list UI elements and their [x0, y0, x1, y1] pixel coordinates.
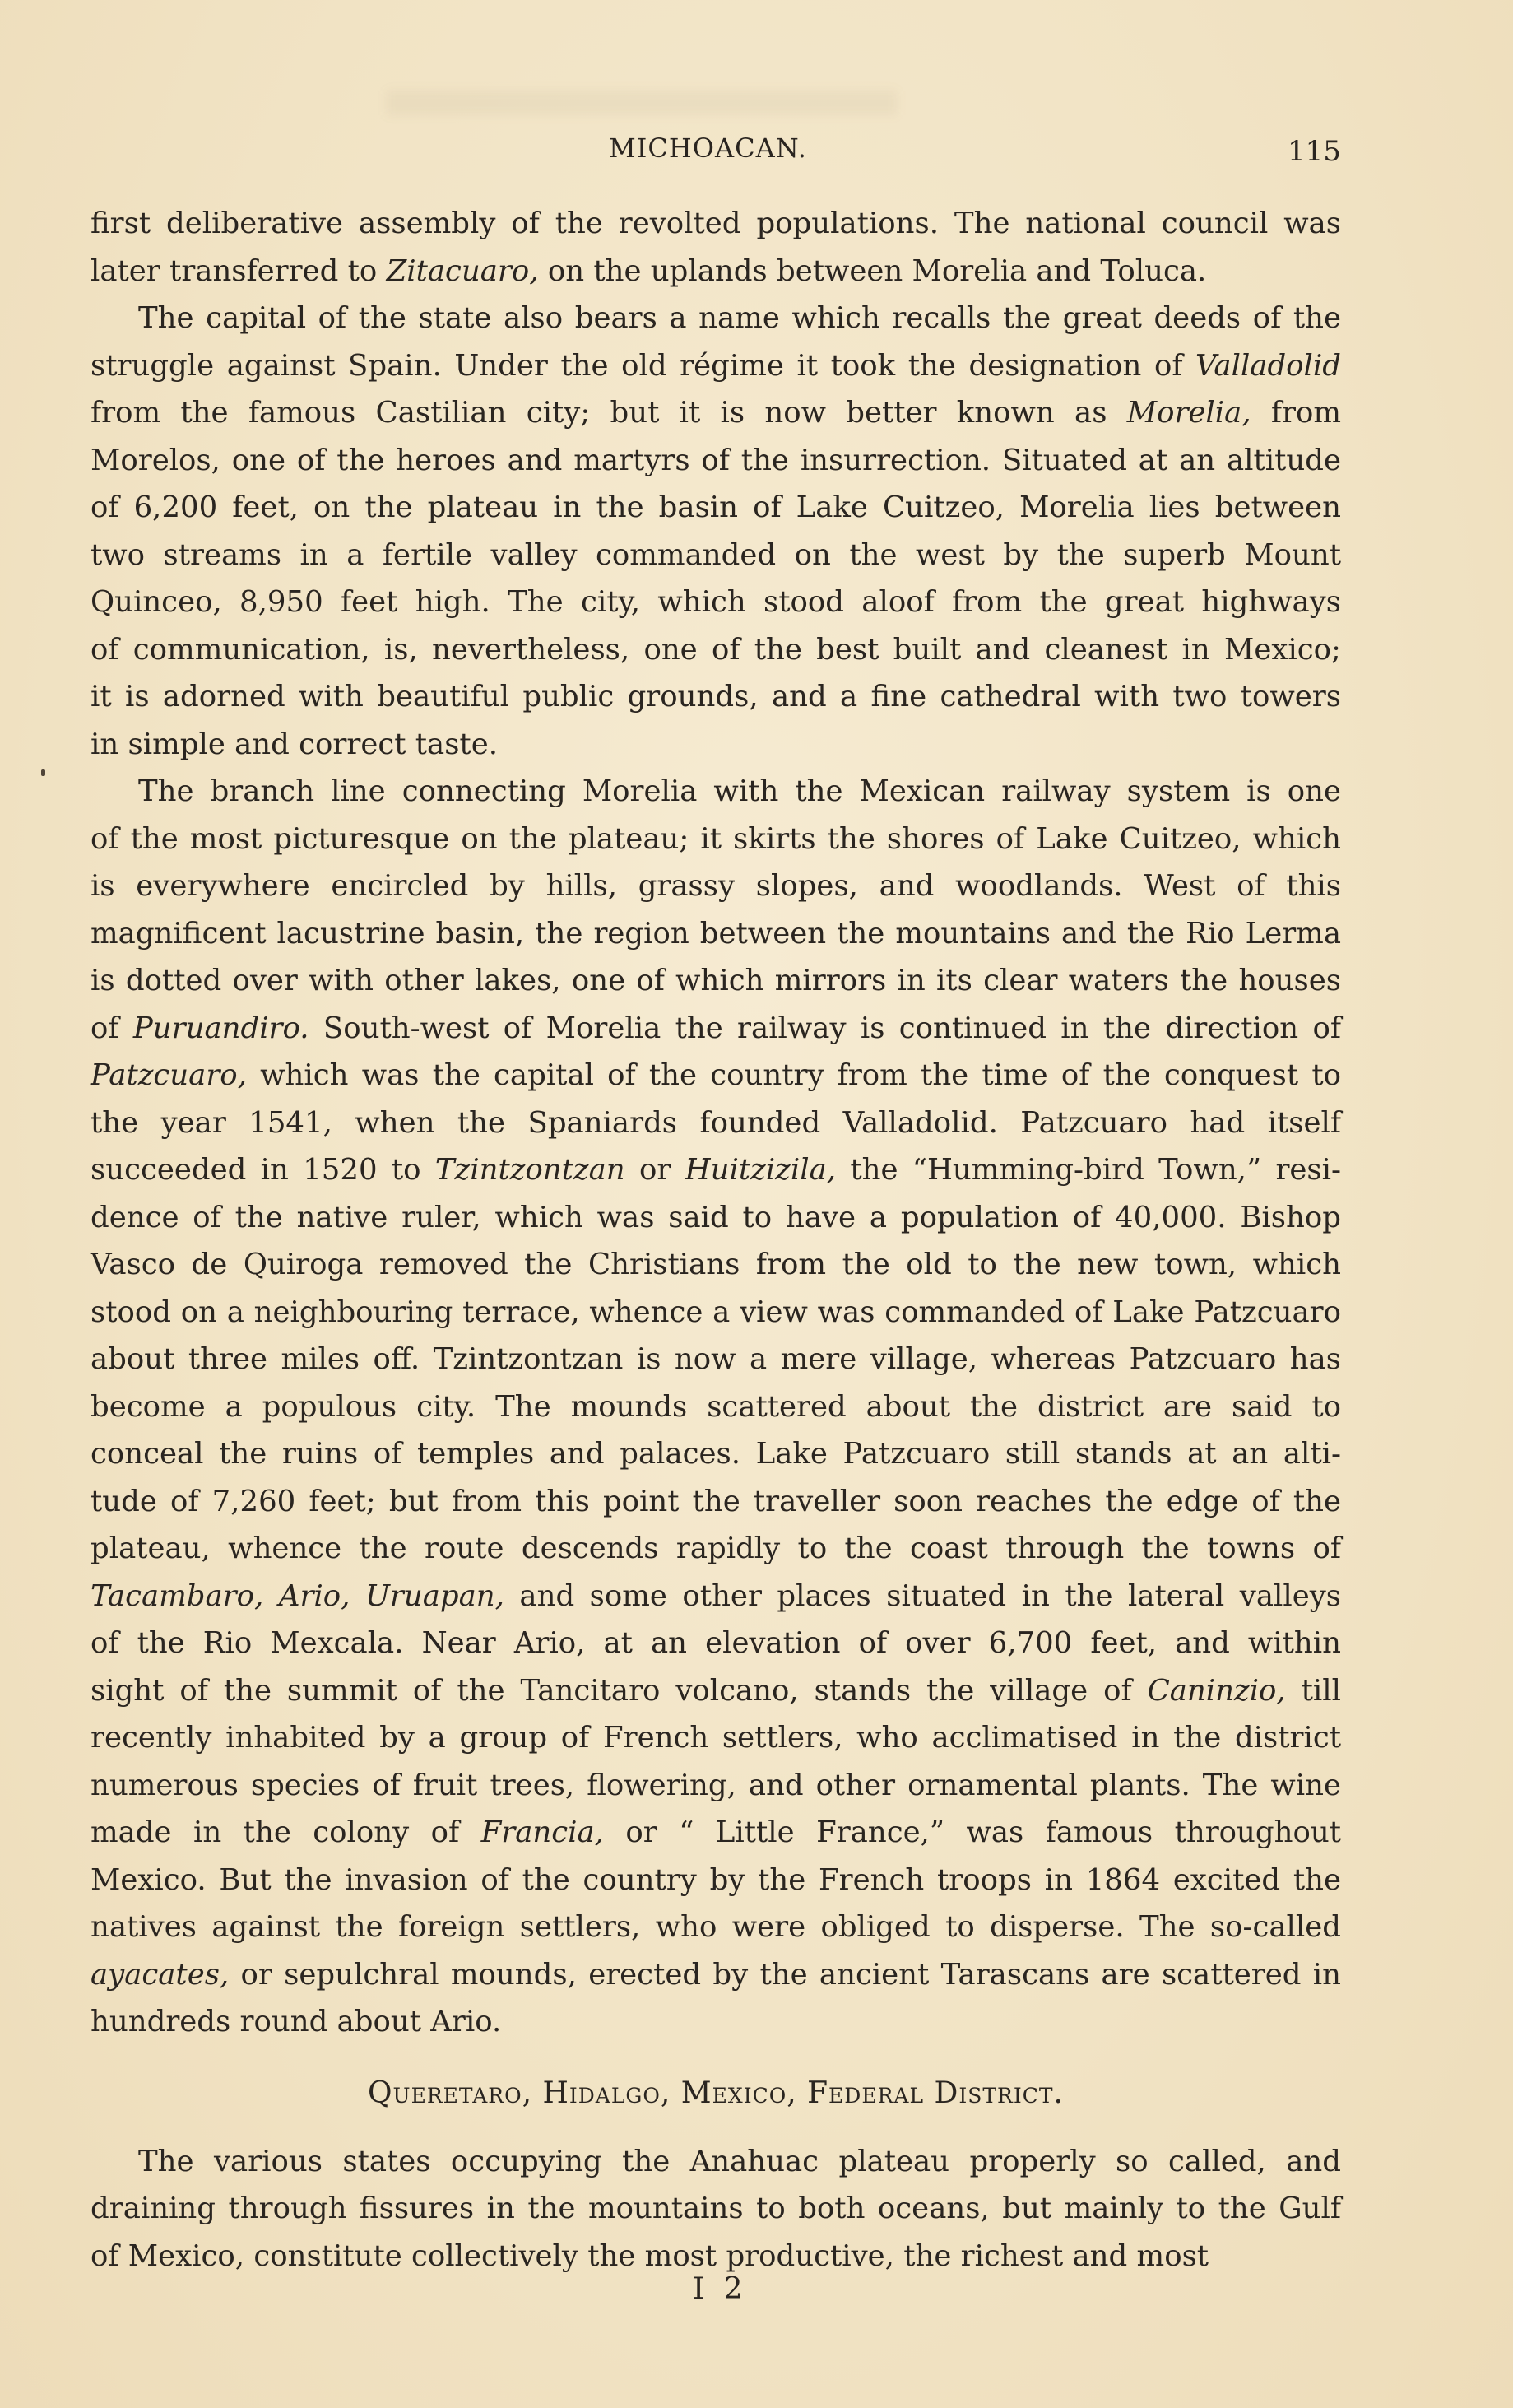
- text-run: Vasco de Quiroga removed the Christians from the old to the new town, which: [91, 1248, 1341, 1281]
- body-text: [91, 200, 1341, 2280]
- text-line: [91, 1573, 1341, 1620]
- text-run: or sepulchral mounds, erected by the ancient Tarascans are scattered in: [229, 1957, 1341, 1992]
- text-line: [91, 816, 1341, 863]
- text-run: first deliberative assembly of the revolted populations. The national council was: [91, 207, 1341, 240]
- text-line: [91, 200, 1341, 248]
- text-line: [91, 484, 1341, 532]
- italic-place-name: Caninzio,: [1147, 1673, 1286, 1708]
- text-line: [91, 1762, 1341, 1810]
- paragraph-group: [91, 200, 1341, 2046]
- text-run: or “ Little France,” was famous throughout: [603, 1815, 1341, 1849]
- text-line: [91, 1241, 1341, 1289]
- text-run: it is adorned with beautiful public grounds, and a fine cathedral with two towers: [91, 680, 1341, 714]
- text-run: The capital of the state also bears a name which recalls the great deeds of the: [138, 301, 1341, 335]
- text-line: [91, 1620, 1341, 1667]
- italic-place-name: Valladolid: [1195, 348, 1341, 383]
- text-run: two streams in a fertile valley commanded on the west by the superb Mount: [91, 537, 1341, 572]
- text-run: Morelos, one of the heroes and martyrs of the insurrection. Situated at an altitude: [91, 443, 1341, 477]
- text-run: is dotted over with other lakes, one of which mirrors in its clear waters the houses: [91, 964, 1341, 997]
- text-line: [91, 862, 1341, 910]
- text-run: on the uplands between Morelia and Toluca.: [538, 253, 1207, 288]
- italic-place-name: Tzintzontzan: [434, 1153, 625, 1187]
- text-run: of 6,200 feet, on the plateau in the basin of Lake Cuitzeo, Morelia lies between: [91, 490, 1341, 524]
- text-run: the year 1541, when the Spaniards founded Valladolid. Patzcuaro had itself: [91, 1105, 1341, 1140]
- italic-place-name: Morelia,: [1126, 396, 1251, 430]
- text-run: made in the colony of: [91, 1815, 481, 1849]
- text-run: of the Rio Mexcala. Near Ario, at an elevation of over 6,700 feet, and within: [91, 1626, 1341, 1660]
- text-line: [91, 248, 1341, 295]
- text-line: [91, 1998, 1341, 2046]
- italic-place-name: ayacates,: [91, 1957, 230, 1992]
- text-run: magnificent lacustrine basin, the region between the mountains and the Rio Lerma: [91, 916, 1341, 951]
- text-run: dence of the native ruler, which was said to have a population of 40,000. Bishop: [91, 1200, 1341, 1234]
- text-run: recently inhabited by a group of French settlers, who acclimatised in the district: [91, 1721, 1341, 1755]
- final-paragraph: [91, 2138, 1341, 2280]
- text-line: [91, 1146, 1341, 1194]
- text-line: [91, 579, 1341, 626]
- italic-place-name: Francia,: [480, 1815, 604, 1849]
- text-run: South-west of Morelia the railway is continued in the direction of: [309, 1011, 1342, 1045]
- text-line: [91, 2185, 1341, 2233]
- text-run: sight of the summit of the Tancitaro volcano, stands the village of: [91, 1673, 1148, 1708]
- text-line: [91, 342, 1341, 390]
- text-run: from the famous Castilian city; but it is now better known as: [91, 396, 1127, 430]
- text-line: [91, 957, 1341, 1005]
- text-line: [91, 1951, 1341, 1999]
- text-run: or: [624, 1153, 685, 1187]
- text-run: hundreds round about Ario.: [91, 2005, 502, 2038]
- text-line: [91, 1478, 1341, 1526]
- text-run: numerous species of fruit trees, flowering, and other ornamental plants. The wine: [91, 1768, 1341, 1802]
- text-run: till: [1285, 1673, 1341, 1708]
- running-title: MICHOACAN.: [609, 132, 807, 164]
- signature-mark: I 2: [693, 2272, 748, 2306]
- text-line: [91, 1857, 1341, 1904]
- text-line: [91, 1904, 1341, 1951]
- paragraph: [91, 295, 1341, 768]
- text-line: [91, 295, 1341, 342]
- italic-place-name: Tacambaro, Ario, Uruapan,: [91, 1578, 504, 1613]
- text-run: conceal the ruins of temples and palaces. Lake Patzcuaro still stands at an alti-: [91, 1437, 1341, 1471]
- text-line: [91, 1809, 1341, 1857]
- margin-ink-mark: [41, 769, 45, 776]
- text-line: [91, 1289, 1341, 1336]
- text-line: [91, 721, 1341, 769]
- italic-place-name: Patzcuaro,: [91, 1058, 247, 1092]
- text-line: [91, 2138, 1341, 2186]
- text-line: [91, 1005, 1341, 1053]
- italic-place-name: Huitzizila,: [685, 1153, 837, 1187]
- text-run: later transferred to: [91, 253, 387, 288]
- text-run: struggle against Spain. Under the old régime it took the designation of: [91, 348, 1196, 383]
- text-line: [91, 1714, 1341, 1762]
- text-run: about three miles off. Tzintzontzan is now a mere village, whereas Patzcuaro has: [91, 1342, 1341, 1376]
- italic-place-name: Puruandiro.: [132, 1011, 309, 1045]
- text-line: [91, 1430, 1341, 1478]
- text-line: [91, 1525, 1341, 1573]
- text-run: Quinceo, 8,950 feet high. The city, which stood aloof from the great highways: [91, 585, 1341, 619]
- text-run: The branch line connecting Morelia with the Mexican railway system is one: [138, 774, 1341, 808]
- final-paragraph-container: [91, 2138, 1341, 2280]
- text-run: succeeded in 1520 to: [91, 1153, 435, 1187]
- section-heading: Queretaro, Hidalgo, Mexico, Federal District.: [367, 2076, 1065, 2110]
- text-run: and some other places situated in the lateral valleys: [504, 1578, 1341, 1613]
- text-run: Mexico. But the invasion of the country by the French troops in 1864 excited the: [91, 1862, 1341, 1897]
- text-run: become a populous city. The mounds scattered about the district are said to: [91, 1389, 1341, 1424]
- text-run: The various states occupying the Anahuac plateau properly so called, and: [138, 2144, 1341, 2178]
- text-run: natives against the foreign settlers, who were obliged to disperse. The so-called: [91, 1910, 1341, 1944]
- text-run: plateau, whence the route descends rapidly to the coast through the towns of: [91, 1532, 1341, 1565]
- text-run: stood on a neighbouring terrace, whence a view was commanded of Lake Patzcuaro: [91, 1295, 1341, 1329]
- text-line: [91, 910, 1341, 958]
- text-line: [91, 437, 1341, 485]
- text-run: which was the capital of the country from the time of the conquest to: [246, 1058, 1341, 1092]
- text-line: [91, 626, 1341, 674]
- text-run: is everywhere encircled by hills, grassy slopes, and woodlands. West of this: [91, 869, 1341, 903]
- text-run: of Mexico, constitute collectively the most productive, the richest and most: [91, 2238, 1209, 2273]
- text-run: from: [1251, 396, 1341, 430]
- text-line: [91, 1383, 1341, 1431]
- text-run: in simple and correct taste.: [91, 727, 498, 761]
- paragraph: [91, 768, 1341, 2046]
- text-line: [91, 1194, 1341, 1242]
- paragraph: [91, 200, 1341, 295]
- text-line: [91, 389, 1341, 437]
- text-line: [91, 1052, 1341, 1099]
- text-run: of the most picturesque on the plateau; it skirts the shores of Lake Cuitzeo, which: [91, 821, 1341, 856]
- text-line: [91, 1336, 1341, 1383]
- text-line: [91, 1099, 1341, 1147]
- italic-place-name: Zitacuaro,: [386, 253, 539, 288]
- text-line: [91, 673, 1341, 721]
- text-run: of: [91, 1011, 133, 1045]
- text-line: [91, 1667, 1341, 1715]
- show-through-smudge: [387, 91, 897, 115]
- page-number: 115: [1288, 135, 1341, 168]
- text-run: of communication, is, nevertheless, one of the best built and cleanest in Mexico;: [91, 632, 1341, 667]
- text-line: [91, 768, 1341, 816]
- text-run: the “Humming-bird Town,” resi-: [836, 1153, 1341, 1187]
- text-line: [91, 532, 1341, 579]
- text-run: draining through fissures in the mountains to both oceans, but mainly to the Gulf: [91, 2192, 1341, 2225]
- text-run: tude of 7,260 feet; but from this point the traveller soon reaches the edge of the: [91, 1484, 1341, 1518]
